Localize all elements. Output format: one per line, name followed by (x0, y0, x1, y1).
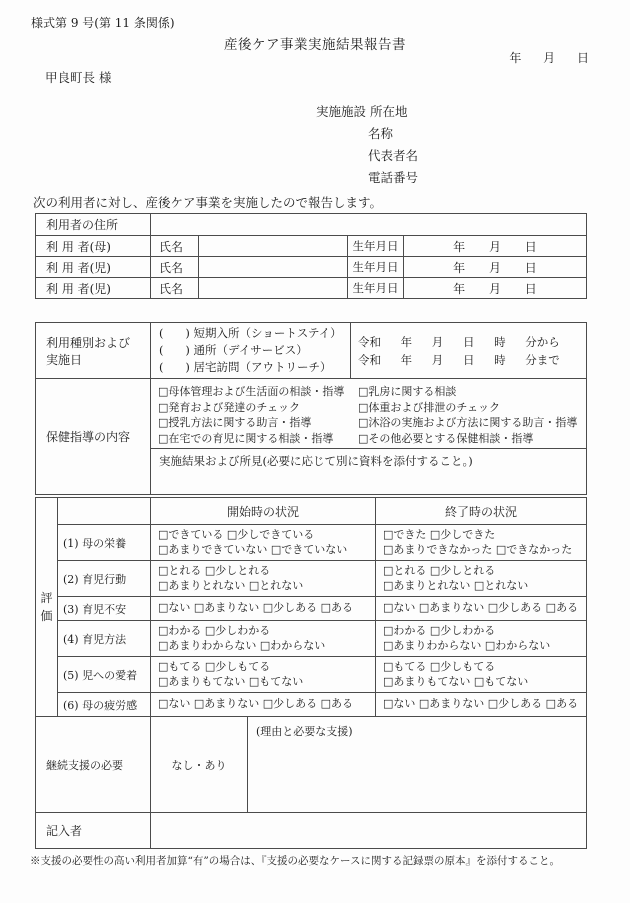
facility-phone-label: 電話番号 (368, 170, 419, 185)
table-row (36, 561, 587, 597)
eval-start-options[interactable]: □もてる □少しもてる □あまりもてない □もてない (151, 657, 376, 693)
evaluation-section-label: 評価 (36, 498, 58, 717)
child1-birthdate-field[interactable]: 年 月 日 (404, 257, 587, 278)
eval-item-label: (3) 育児不安 (58, 597, 151, 621)
service-options-cell (151, 323, 351, 379)
table-row (36, 597, 587, 621)
guidance-checkbox-area (151, 379, 586, 449)
period-to-field[interactable]: 令和 年 月 日 時 分まで (358, 352, 560, 367)
service-table (35, 322, 587, 495)
birthdate-label: 生年月日 (348, 278, 404, 299)
service-period-cell (351, 323, 587, 379)
eval-item-label: (2) 育児行動 (58, 561, 151, 597)
eval-end-options[interactable]: □ない □あまりない □少しある □ある (376, 597, 587, 621)
user-child1-label: 利 用 者(児) (36, 257, 151, 278)
name-label: 氏名 (151, 278, 199, 299)
end-status-header: 終了時の状況 (376, 498, 587, 525)
checkbox-item[interactable]: □在宅での育児に関する相談・指導 (158, 431, 334, 445)
continuation-label: 継続支援の必要 (36, 717, 151, 813)
eval-item-label: (1) 母の栄養 (58, 525, 151, 561)
eval-item-label: (6) 母の疲労感 (58, 693, 151, 717)
recorder-field[interactable] (151, 813, 587, 849)
checkbox-item[interactable]: □母体管理および生活面の相談・指導 (158, 385, 345, 398)
evaluation-table (35, 497, 587, 849)
checkbox-item[interactable]: □発育および発達のチェック (158, 400, 301, 414)
recorder-label: 記入者 (36, 813, 151, 849)
table-row (36, 498, 587, 525)
option-short-stay[interactable]: ( ) 短期入所（ショートステイ） (159, 326, 342, 340)
table-row (36, 657, 587, 693)
facility-address-label: 実施施設 所在地 (316, 104, 408, 119)
guidance-left-column (158, 384, 358, 448)
eval-start-options[interactable]: □わかる □少しわかる □あまりわからない □わからない (151, 621, 376, 657)
option-day-service[interactable]: ( ) 通所（デイサービス） (159, 343, 308, 357)
table-row (36, 257, 587, 278)
table-row (36, 214, 587, 236)
user-mother-label: 利 用 者(母) (36, 236, 151, 257)
period-from-field[interactable]: 令和 年 月 日 時 分から (358, 334, 560, 349)
child2-birthdate-field[interactable]: 年 月 日 (404, 278, 587, 299)
child2-name-field[interactable] (199, 278, 348, 299)
user-address-label: 利用者の住所 (36, 214, 151, 236)
table-row (36, 717, 587, 813)
result-note-field[interactable]: 実施結果および所見(必要に応じて別に資料を添付すること。) (159, 454, 473, 468)
facility-representative-label: 代表者名 (368, 148, 419, 163)
start-status-header: 開始時の状況 (151, 498, 376, 525)
guidance-content-cell (151, 379, 587, 495)
guidance-label: 保健指導の内容 (36, 379, 151, 495)
checkbox-item[interactable]: □授乳方法に関する助言・指導 (158, 416, 312, 429)
table-row (36, 323, 587, 379)
addressee: 甲良町長 様 (45, 70, 112, 85)
table-row (36, 693, 587, 717)
facility-name-label: 名称 (368, 126, 394, 141)
eval-item-label: (4) 育児方法 (58, 621, 151, 657)
checkbox-item[interactable]: □体重および排泄のチェック (358, 400, 501, 414)
child1-name-field[interactable] (199, 257, 348, 278)
table-row (36, 621, 587, 657)
mother-name-field[interactable] (199, 236, 348, 257)
mother-birthdate-field[interactable]: 年 月 日 (404, 236, 587, 257)
user-child2-label: 利 用 者(児) (36, 278, 151, 299)
report-date-field[interactable]: 年 月 日 (509, 51, 589, 65)
eval-start-options[interactable]: □ない □あまりない □少しある □ある (151, 597, 376, 621)
page-title: 産後ケア事業実施結果報告書 (224, 37, 406, 53)
checkbox-item[interactable]: □乳房に関する相談 (358, 385, 457, 398)
option-outreach[interactable]: ( ) 居宅訪問（アウトリーチ） (159, 360, 332, 374)
form-number: 様式第 9 号(第 11 条関係) (31, 16, 175, 30)
user-address-field[interactable] (151, 214, 587, 236)
eval-start-options[interactable]: □ない □あまりない □少しある □ある (151, 693, 376, 717)
eval-end-options[interactable]: □もてる □少しもてる □あまりもてない □もてない (376, 657, 587, 693)
continuation-choice-field[interactable]: なし・あり (151, 717, 248, 813)
birthdate-label: 生年月日 (348, 236, 404, 257)
table-row (36, 813, 587, 849)
footnote: ※支援の必要性の高い利用者加算“有”の場合は、『支援の必要なケースに関する記録票の原本』を添付すること。 (30, 855, 560, 867)
eval-end-options[interactable]: □できた □少しできた □あまりできなかった □できなかった (376, 525, 587, 561)
eval-end-options[interactable]: □わかる □少しわかる □あまりわからない □わからない (376, 621, 587, 657)
continuation-reason-field[interactable]: (理由と必要な支援) (248, 717, 587, 813)
eval-item-label: (5) 児への愛着 (58, 657, 151, 693)
name-label: 氏名 (151, 257, 199, 278)
checkbox-item[interactable]: □その他必要とする保健相談・指導 (358, 431, 534, 445)
eval-end-options[interactable]: □ない □あまりない □少しある □ある (376, 693, 587, 717)
checkbox-item[interactable]: □沐浴の実施および方法に関する助言・指導 (358, 416, 578, 429)
table-row (36, 525, 587, 561)
eval-end-options[interactable]: □とれる □少しとれる □あまりとれない □とれない (376, 561, 587, 597)
intro-sentence: 次の利用者に対し、産後ケア事業を実施したので報告します。 (33, 195, 383, 210)
user-info-table (35, 213, 587, 299)
table-row (36, 278, 587, 299)
guidance-right-column (358, 384, 586, 448)
service-type-label: 利用種別および 実施日 (36, 323, 151, 379)
eval-start-options[interactable]: □できている □少しできている □あまりできていない □できていない (151, 525, 376, 561)
eval-start-options[interactable]: □とれる □少しとれる □あまりとれない □とれない (151, 561, 376, 597)
table-row (36, 236, 587, 257)
birthdate-label: 生年月日 (348, 257, 404, 278)
eval-corner-cell (58, 498, 151, 525)
table-row (36, 379, 587, 495)
name-label: 氏名 (151, 236, 199, 257)
